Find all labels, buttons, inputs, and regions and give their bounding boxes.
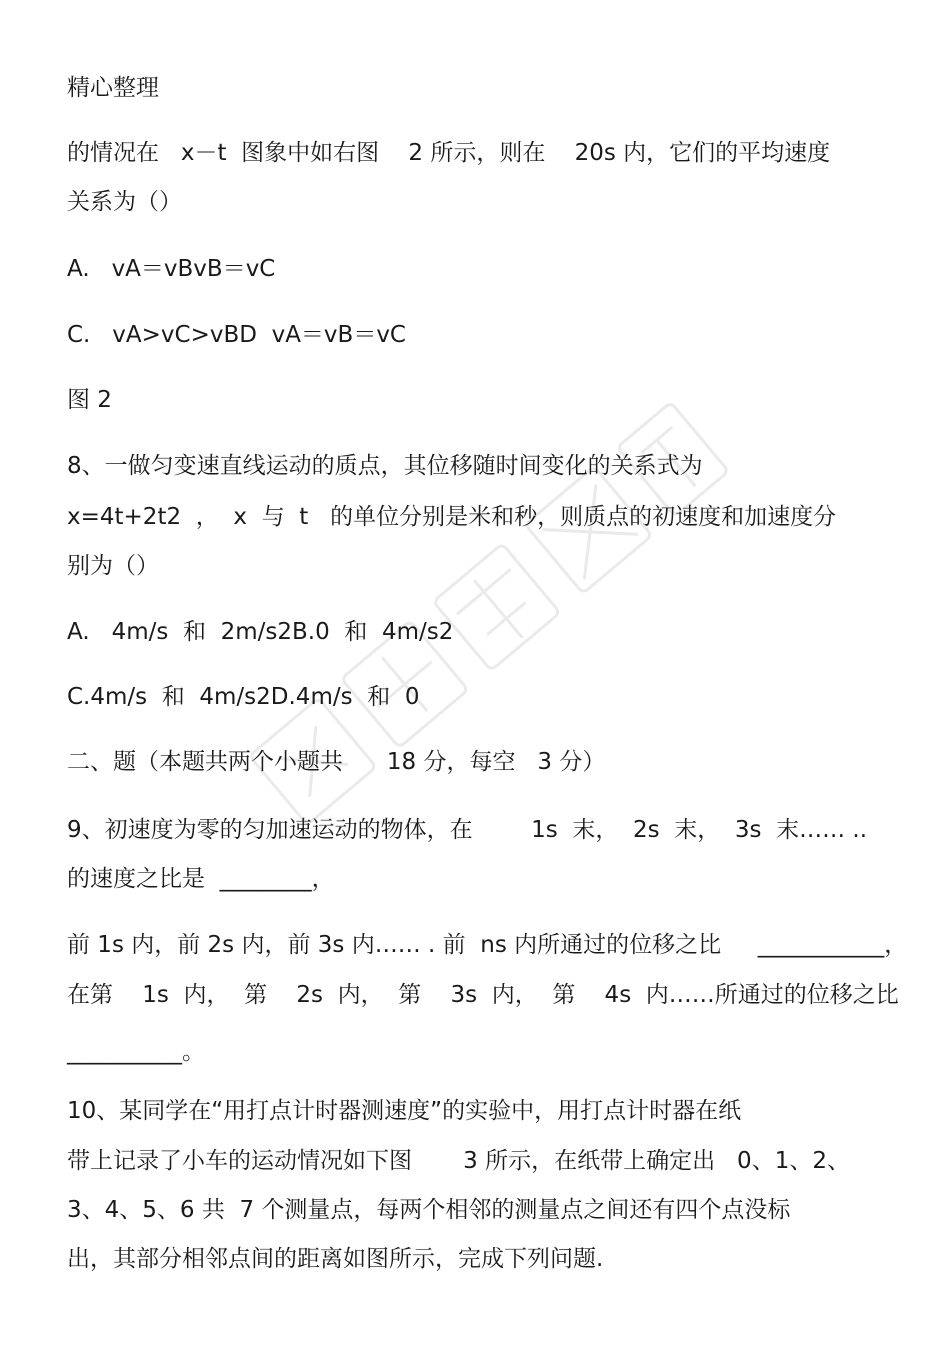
q9-text-line-4: 在第 1s 内， 第 2s 内， 第 3s 内， 第 4s 内……所通过的位移之比 bbox=[67, 982, 899, 1008]
q8-text-line-2: x=4t+2t2 ， x 与 t 的单位分别是米和秒，则质点的初速度和加速度分 bbox=[67, 504, 837, 530]
q9-text-line-1: 9、初速度为零的匀加速运动的物体，在 1s 末， 2s 末， 3s 末…… .. bbox=[67, 817, 868, 843]
q7-options-cd: C. vA>vC>vBD vA＝vB＝vC bbox=[67, 322, 406, 348]
q8-text-line-3: 别为（） bbox=[67, 553, 159, 579]
q9-text-line-3: 前 1s 内，前 2s 内，前 3s 内…… . 前 ns 内所通过的位移之比 ___________， bbox=[67, 932, 908, 958]
q7-options-ab: A. vA＝vBvB＝vC bbox=[67, 256, 276, 282]
q7-text-line-2: 关系为（） bbox=[67, 189, 182, 215]
q8-options-ab: A. 4m/s 和 2m/s2B.0 和 4m/s2 bbox=[67, 619, 454, 645]
q7-text-line-1: 的情况在 x－t 图象中如右图 2 所示，则在 20s 内，它们的平均速度 bbox=[67, 140, 831, 166]
q10-text-line-3: 3、4、5、6 共 7 个测量点，每两个相邻的测量点之间还有四个点没标 bbox=[67, 1197, 791, 1223]
q8-text-line-1: 8、一做匀变速直线运动的质点，其位移随时间变化的关系式为 bbox=[67, 453, 703, 479]
q10-text-line-2: 带上记录了小车的运动情况如下图 3 所示，在纸带上确定出 0、1、2、 bbox=[67, 1148, 850, 1174]
q9-text-line-5: __________。 bbox=[67, 1039, 205, 1065]
page-header-title: 精心整理 bbox=[67, 75, 159, 101]
q9-text-line-2: 的速度之比是 ________， bbox=[67, 866, 335, 892]
q8-options-cd: C.4m/s 和 4m/s2D.4m/s 和 0 bbox=[67, 684, 420, 710]
q10-text-line-1: 10、某同学在“用打点计时器测速度”的实验中，用打点计时器在纸 bbox=[67, 1098, 742, 1124]
section-2-heading: 二、题（本题共两个小题共 18 分，每空 3 分） bbox=[67, 749, 606, 775]
figure-2-label: 图 2 bbox=[67, 387, 112, 413]
q10-text-line-4: 出，其部分相邻点间的距离如图所示，完成下列问题. bbox=[67, 1246, 604, 1272]
